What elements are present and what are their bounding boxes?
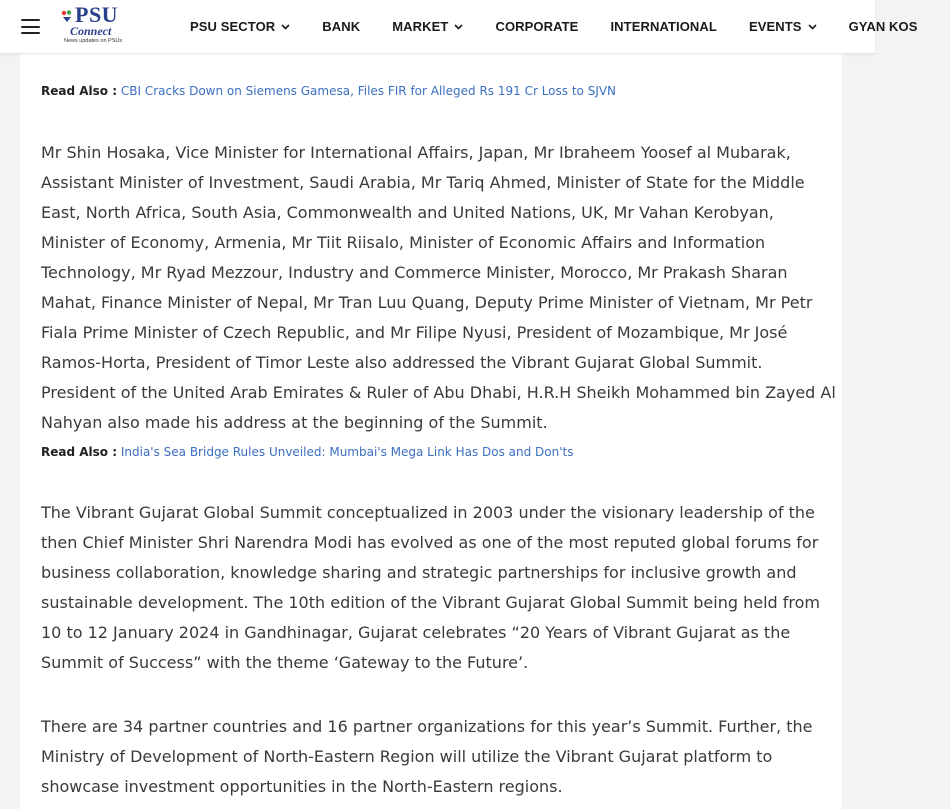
nav-label: GYAN KOS xyxy=(848,19,918,34)
article-container xyxy=(20,53,842,809)
logo-tagline: News updates on PSUs xyxy=(64,38,123,44)
read-also-link[interactable]: India's Sea Bridge Rules Unveiled: Mumbai's Mega Link Has Dos and Don'ts xyxy=(120,445,574,459)
article-paragraph: The Vibrant Gujarat Global Summit conceptualized in 2003 under the visionary leadership of the then Chief Minister Shri Narendra Modi has evolved as one of the most reputed global forums for business collaboration, knowledge sharing and strategic partnerships for inclusive growth and sustainable development. The 10th edition of the Vibrant Gujarat Global Summit being held from 10 to 12 January 2024 in Gandhinagar, Gujarat celebrates “20 Years of Vibrant Gujarat as the Summit of Success” with the theme ‘Gateway to the Future’. xyxy=(41,503,821,672)
site-logo[interactable] xyxy=(60,4,140,48)
chevron-down-icon xyxy=(281,24,290,30)
nav-international[interactable] xyxy=(610,19,717,34)
read-also-2 xyxy=(41,445,574,459)
article-paragraph: Mr Shin Hosaka, Vice Minister for International Affairs, Japan, Mr Ibraheem Yoosef al Mubarak, Assistant Minister of Investment, Saudi Arabia, Mr Tariq Ahmed, Minister of State for the Middle East, North Africa, South Asia, Commonwealth and United Nations, UK, Mr Vahan Kerobyan, Minister of Economy, Armenia, Mr Tiit Riisalo, Minister of Economic Affairs and Information Technology, Mr Ryad Mezzour, Industry and Commerce Minister, Morocco, Mr Prakash Sharan Mahat, Finance Minister of Nepal, Mr Tran Luu Quang, Deputy Prime Minister of Vietnam, Mr Petr Fiala Prime Minister of Czech Republic, and Mr Filipe Nyusi, President of Mozambique, Mr José Ramos-Horta, President of Timor Leste also addressed the Vibrant Gujarat Global Summit. President of the United Arab Emirates & Ruler of Abu Dhabi, H.R.H Sheikh Mohammed bin Zayed Al Nahyan also made his address at the beginning of the Summit. xyxy=(41,143,836,432)
chevron-down-icon xyxy=(808,24,817,30)
nav-psu-sector[interactable] xyxy=(190,19,290,34)
nav-label: PSU SECTOR xyxy=(190,19,276,34)
read-also-1 xyxy=(41,84,616,98)
nav-label: MARKET xyxy=(392,19,449,34)
nav-corporate[interactable] xyxy=(495,19,578,34)
nav-gyan-kos[interactable] xyxy=(849,19,918,34)
nav-events[interactable] xyxy=(749,19,817,34)
nav-label: CORPORATE xyxy=(495,19,579,34)
menu-icon[interactable] xyxy=(21,19,40,34)
read-also-label: Read Also : xyxy=(41,445,118,459)
article-paragraph: There are 34 partner countries and 16 partner organizations for this year’s Summit. Further, the Ministry of Development of North-Eastern Region will utilize the Vibrant Gujarat platform to showcase investment opportunities in the North-Eastern regions. xyxy=(41,717,813,796)
nav-label: EVENTS xyxy=(748,19,802,34)
main-nav xyxy=(190,0,950,53)
logo-mark-icon xyxy=(60,9,74,23)
read-also-link[interactable]: CBI Cracks Down on Siemens Gamesa, Files FIR for Alleged Rs 191 Cr Loss to SJVN xyxy=(120,84,617,98)
read-also-label: Read Also : xyxy=(41,84,118,98)
nav-bank[interactable] xyxy=(322,19,360,34)
nav-market[interactable] xyxy=(392,19,463,34)
nav-label: INTERNATIONAL xyxy=(610,19,717,34)
site-header xyxy=(0,0,918,54)
logo-sub-text: Connect xyxy=(70,24,112,38)
nav-label: BANK xyxy=(322,19,361,34)
chevron-down-icon xyxy=(454,24,463,30)
logo-brand-text: PSU xyxy=(75,2,119,27)
